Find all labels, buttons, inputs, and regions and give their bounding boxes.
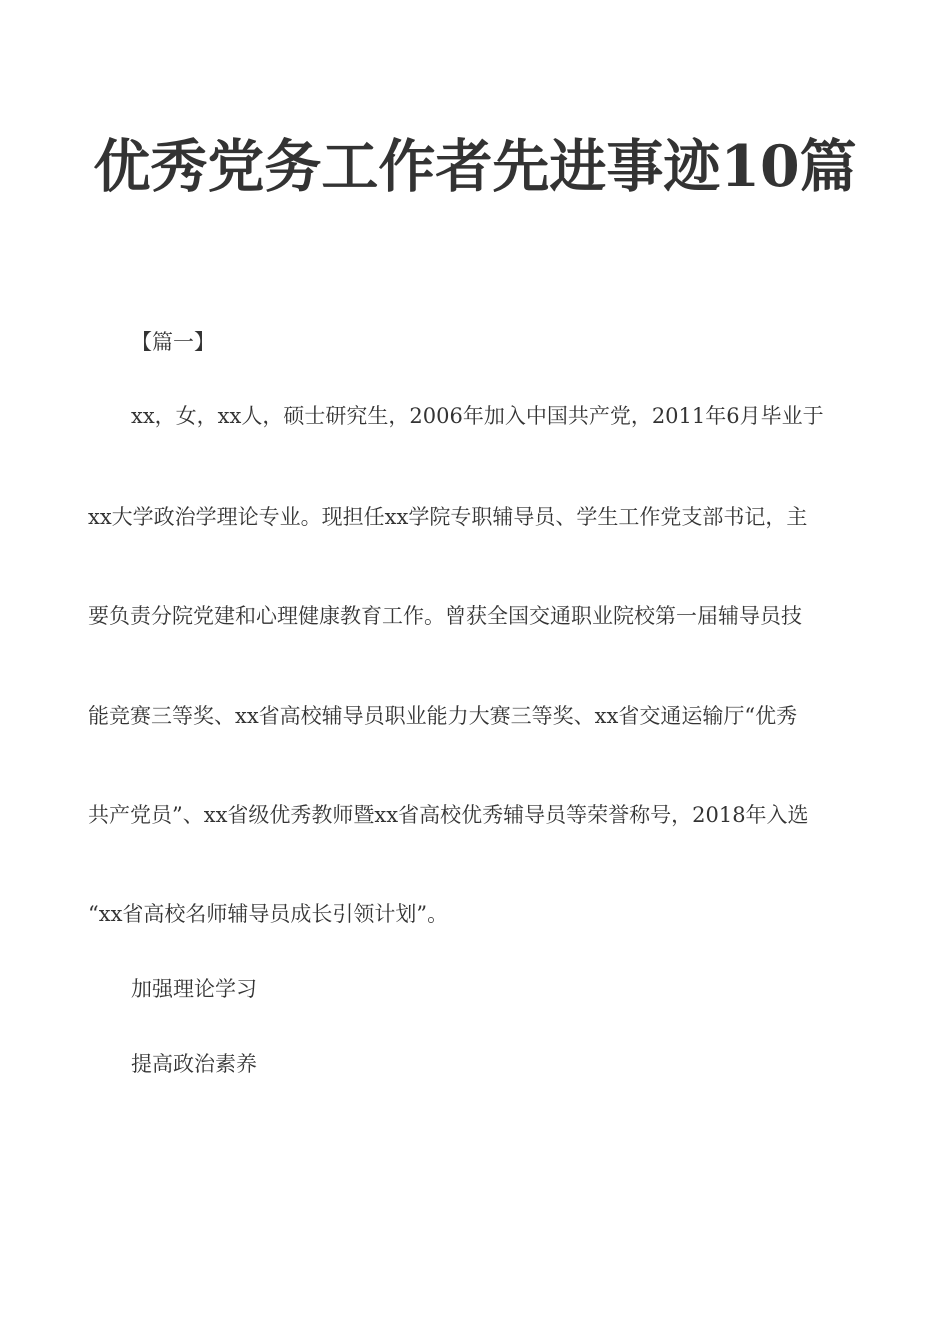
paragraph-line-3: 要负责分院党建和心理健康教育工作。曾获全国交通职业院校第一届辅导员技: [88, 604, 802, 628]
document-title: 优秀党务工作者先进事迹10篇: [93, 133, 857, 200]
paragraph-line-5: 共产党员”、xx省级优秀教师暨xx省高校优秀辅导员等荣誉称号，2018年入选: [88, 803, 809, 827]
subheading-1: 加强理论学习: [131, 977, 257, 1001]
section-label: 【篇一】: [131, 330, 215, 354]
paragraph-line-2: xx大学政治学理论专业。现担任xx学院专职辅导员、学生工作党支部书记，主: [88, 505, 808, 529]
paragraph-line-1: xx，女，xx人，硕士研究生，2006年加入中国共产党，2011年6月毕业于: [131, 404, 824, 428]
paragraph-line-4: 能竞赛三等奖、xx省高校辅导员职业能力大赛三等奖、xx省交通运输厅“优秀: [88, 704, 798, 728]
paragraph-line-6: “xx省高校名师辅导员成长引领计划”。: [88, 902, 449, 926]
subheading-2: 提高政治素养: [131, 1052, 257, 1076]
